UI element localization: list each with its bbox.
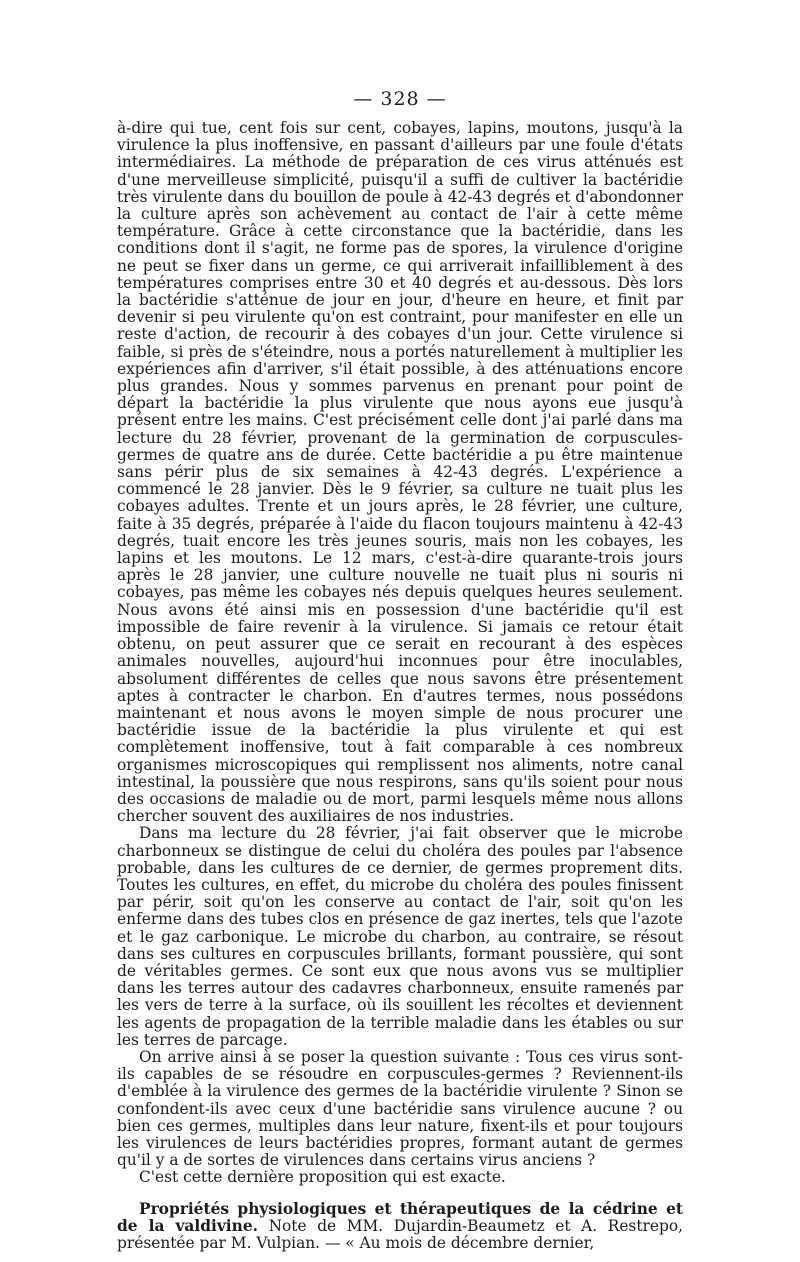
- section-title: Propriétés physiologiques et thérapeutiques de la cédrine et de la valdivine.: [117, 1199, 683, 1235]
- section-text: Note de MM. Dujardin-Beaumetz et A. Restrepo, présentée par M. Vulpian. — « Au mois de décembre dernier,: [117, 1216, 683, 1252]
- page-number: — 328 —: [353, 88, 447, 110]
- paragraph-charbon-germs: Dans ma lecture du 28 février, j'ai fait observer que le microbe charbonneux se distingue de celui du choléra des poules par l'absence probable, dans les cultures de ce dernier, de germes proprement dits. Toutes les cultures, en effet, du microbe du choléra des poules finissent par périr, soit qu'on les conserve au contact de l'air, soit qu'on les enferme dans des tubes clos en présence de gaz inertes, tels que l'azote et le gaz carbonique. Le microbe du charbon, au contraire, se résout dans ses cultures en corpuscules brillants, formant poussière, qui sont de véritables germes. Ce sont eux que nous avons vus se multiplier dans les terres autour des cadavres charbonneux, ensuite ramenés par les vers de terre à la surface, où ils souillent les récoltes et deviennent les agents de propagation de la terrible maladie dans les étables ou sur les terres de parcage.: [117, 824, 683, 1049]
- paragraph-virulence-attenuation: à-dire qui tue, cent fois sur cent, cobayes, lapins, moutons, jusqu'à la virulence la plus inoffensive, en passant d'ailleurs par une foule d'états intermédiaires. La méthode de préparation de ces virus atténués est d'une merveilleuse simplicité, puisqu'il a suffi de cultiver la bactéridie très virulente dans du bouillon de poule à 42-43 degrés et d'abondonner la culture après son achèvement au contact de l'air à cette même température. Grâce à cette circonstance que la bactéridie, dans les conditions dont il s'agit, ne forme pas de spores, la virulence d'origine ne peut se fixer dans un germe, ce qui arriverait infailliblement à des températures comprises entre 30 et 40 degrés et au-dessous. Dès lors la bactéridie s'atténue de jour en jour, d'heure en heure, et finit par devenir si peu virulente qu'on est contraint, pour manifester en elle un reste d'action, de recourir à des cobayes d'un jour. Cette virulence si faible, si près de s'éteindre, nous a portés naturellement à multiplier les expériences afin d'arriver, s'il était possible, à des atténuations encore plus grandes. Nous y sommes parvenus en prenant pour point de départ la bactéridie la plus virulente que nous ayons eue jusqu'à présent entre les mains. C'est précisément celle dont j'ai parlé dans ma lecture du 28 février, provenant de la germination de corpuscules-germes de quatre ans de durée. Cette bactéridie a pu être maintenue sans périr plus de six semaines à 42-43 degrés. L'expérience a commencé le 28 janvier. Dès le 9 février, sa culture ne tuait plus les cobayes adultes. Trente et un jours après, le 28 février, une culture, faite à 35 degrés, préparée à l'aide du flacon toujours maintenu à 42-43 degrés, tuait encore les très jeunes souris, mais non les cobayes, les lapins et les moutons. Le 12 mars, c'est-à-dire quarante-trois jours après le 28 janvier, une culture nouvelle ne tuait plus ni souris ni cobayes, pas même les cobayes nés depuis quelques heures seulement. Nous avons été ainsi mis en possession d'une bactéridie qu'il est impossible de faire revenir à la virulence. Si jamais ce retour était obtenu, on peut assurer que ce serait en recourant à des espèces animales nouvelles, aujourd'hui inconnues pour être inoculables, absolument différentes de celles que nous savons être présentement aptes à contracter le charbon. En d'autres termes, nous possédons maintenant et nous avons le moyen simple de nous procurer une bactéridie issue de la bactéridie la plus virulente et qui est complètement inoffensive, tout à fait comparable à ces nombreux organismes microscopiques qui remplissent nos aliments, notre canal intestinal, la poussière que nous respirons, sans qu'ils soient pour nous des occasions de maladie ou de mort, parmi lesquels même nous allons chercher souvent des auxiliaires de nos industries.: [117, 119, 683, 826]
- paragraph-question: On arrive ainsi à se poser la question suivante : Tous ces virus sont-ils capables de se résoudre en corpuscules-germes ? Reviennent-ils d'emblée à la virulence des germes de la bactéridie virulente ? Sinon se confondent-ils avec ceux d'une bactéridie sans virulence aucune ? ou bien ces germes, multiples dans leur nature, fixent-ils et pour toujours les virulences de leurs bactéridies propres, formant autant de germes qu'il y a de sortes de virulences dans certains virus anciens ?: [117, 1047, 683, 1170]
- body-text: [117, 120, 683, 1252]
- paragraph-conclusion: C'est cette dernière proposition qui est exacte.: [139, 1168, 506, 1187]
- section-cedrine-valdivine: [117, 1201, 683, 1253]
